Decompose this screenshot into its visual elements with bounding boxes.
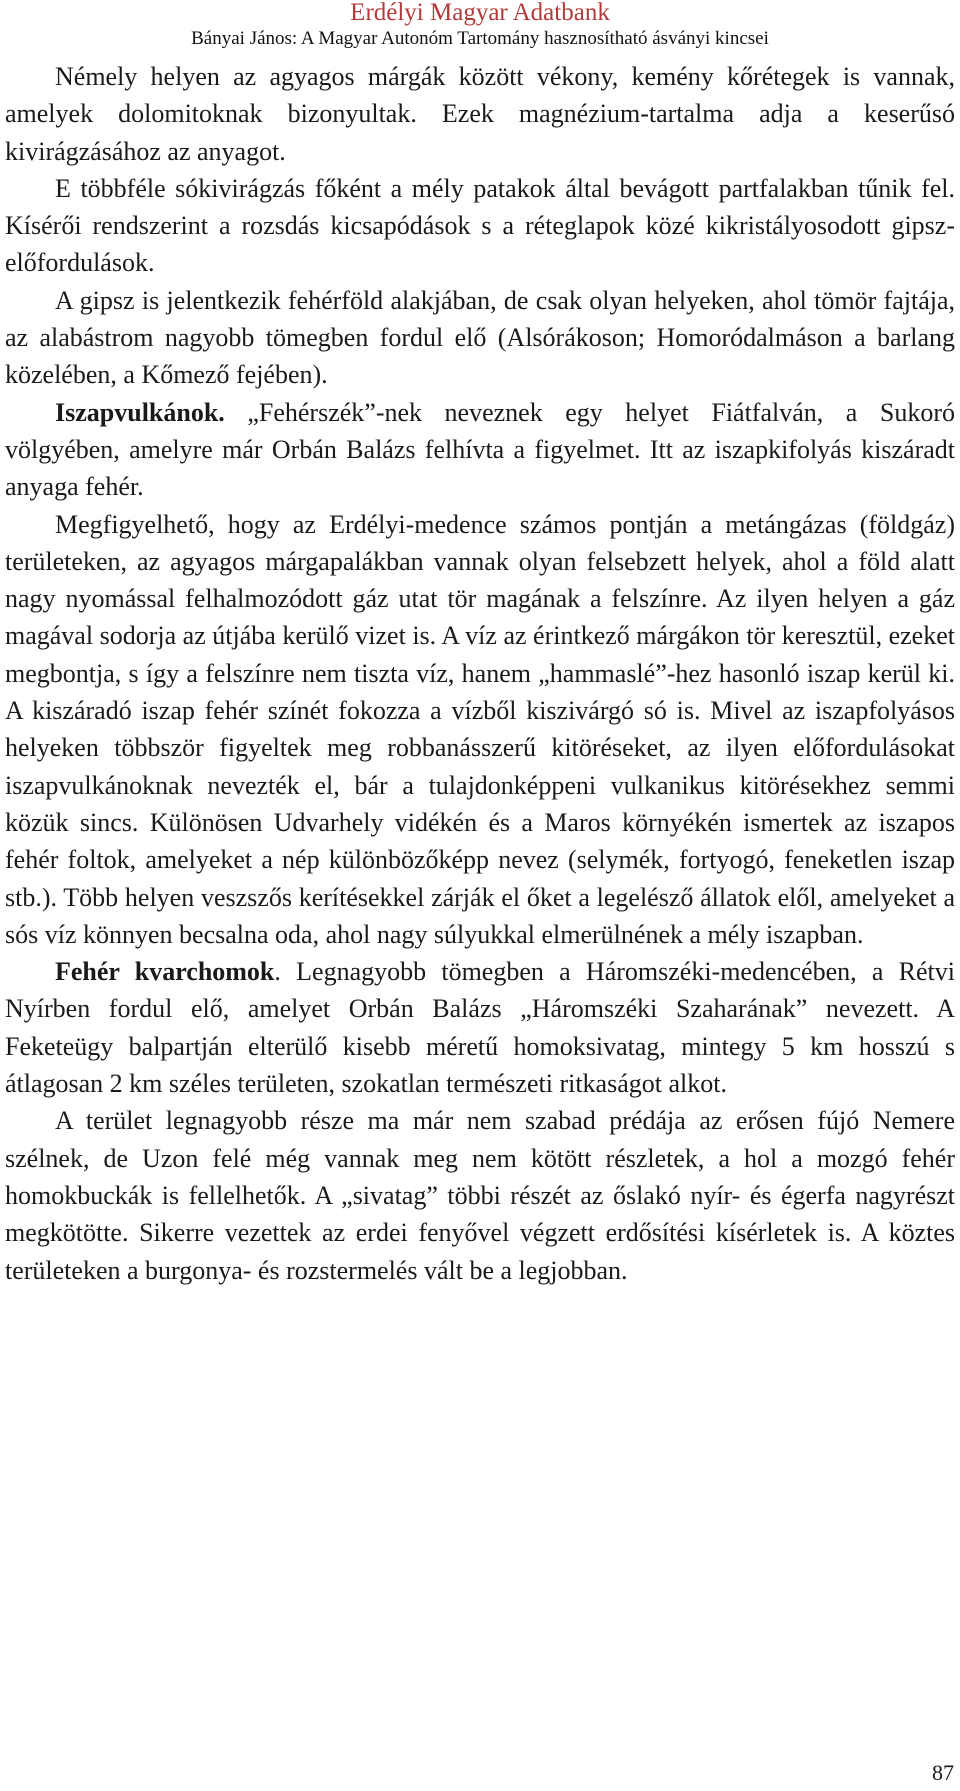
paragraph bbox=[5, 282, 955, 394]
paragraph bbox=[5, 58, 955, 170]
document-subtitle: Bányai János: A Magyar Autonóm Tartomány hasznosítható ásványi kincsei bbox=[191, 28, 769, 49]
paragraph-heading: Fehér kvarchomok bbox=[55, 957, 275, 987]
paragraph-text: . Legnagyobb tömegben a Háromszéki-medencében, a Rétvi Nyírben fordul elő, amelyet Orbán Balázs „Háromszéki Szaharának” nevezett. A Feketeügy balpartján elterülő kisebb méretű homoksivatag, mintegy 5 km hosszú s átlagosan 2 km széles területen, szokatlan természeti ritkaságot alkot. bbox=[5, 957, 955, 1099]
site-title: Erdélyi Magyar Adatbank bbox=[350, 0, 610, 26]
page-header bbox=[0, 0, 960, 52]
paragraph bbox=[5, 170, 955, 282]
paragraph bbox=[5, 1102, 955, 1288]
paragraph-text: „Fehérszék”-nek neveznek egy helyet Fiátfalván, a Sukoró völgyében, amelyre már Orbán Balázs felhívta a figyelmet. Itt az iszapkifolyás kiszáradt anyaga fehér. bbox=[5, 397, 955, 502]
paragraph-heading: Iszapvulkánok. bbox=[55, 397, 225, 427]
paragraph bbox=[5, 953, 955, 1102]
document-body bbox=[5, 58, 955, 1289]
page-number: 87 bbox=[932, 1760, 954, 1785]
paragraph bbox=[5, 506, 955, 954]
paragraph bbox=[5, 394, 955, 506]
paragraph-text: A terület legnagyobb része ma már nem szabad prédája az erősen fújó Nemere szélnek, de Uzon felé még vannak meg nem kötött részletek, a hol a mozgó fehér homokbuckák is fellelhetők. A „sivatag” többi részét az őslakó nyír- és égerfa nagyrészt megkötötte. Sikerre vezettek az erdei fenyővel végzett erdősítési kísérletek is. A köztes területeken a burgonya- és rozstermelés vált be a legjobban. bbox=[5, 1106, 955, 1285]
paragraph-text: Némely helyen az agyagos márgák között vékony, kemény kőrétegek is vannak, amelyek dolomitoknak bizonyultak. Ezek magnézium-tartalma adja a keserűsó kivirágzásához az anyagot. bbox=[5, 62, 955, 166]
paragraph-text: E többféle sókivirágzás főként a mély patakok által bevágott partfalakban tűnik fel. Kísérői rendszerint a rozsdás kicsapódások s a réteglapok közé kikristályosodott gipsz-előfordulások. bbox=[5, 173, 955, 278]
paragraph-text: A gipsz is jelentkezik fehérföld alakjában, de csak olyan helyeken, ahol tömör fajtája, az alabástrom nagyobb tömegben fordul elő (Alsórákoson; Homoródalmáson a barlang közelében, a Kőmező fejében). bbox=[5, 285, 955, 390]
paragraph-text: Megfigyelhető, hogy az Erdélyi-medence számos pontján a metángázas (földgáz) területeken, az agyagos márgapalákban vannak olyan felsebzett helyek, ahol a föld alatt nagy nyomással felhalmozódott gáz utat tör magának a felszínre. Az ilyen helyen a gáz magával sodorja az útjába kerülő vizet is. A víz az érintkező márgákon tör keresztül, ezeket megbontja, s így a felszínre nem tiszta víz, hanem „hammaslé”-hez hasonló iszap kerül ki. A kiszáradó iszap fehér színét fokozza a vízből kiszivárgó só is. Mivel az iszapfolyásos helyeken többször figyeltek meg robbanásszerű kitöréseket, az ilyen előfordulásokat iszapvulkánoknak nevezték el, bár a tulajdonképpeni vulkanikus kitörésekhez semmi közük sincs. Különösen Udvarhely vidékén és a Maros környékén ismertek az iszapos fehér foltok, amelyeket a nép különbözőképp nevez (selymék, fortyogó, feneketlen iszap stb.). Több helyen veszszős kerítésekkel zárják el őket a legelésző állatok elől, amelyeket a sós víz könnyen becsalna oda, ahol nagy súlyukkal elmerülnének a mély iszapban. bbox=[5, 509, 955, 949]
